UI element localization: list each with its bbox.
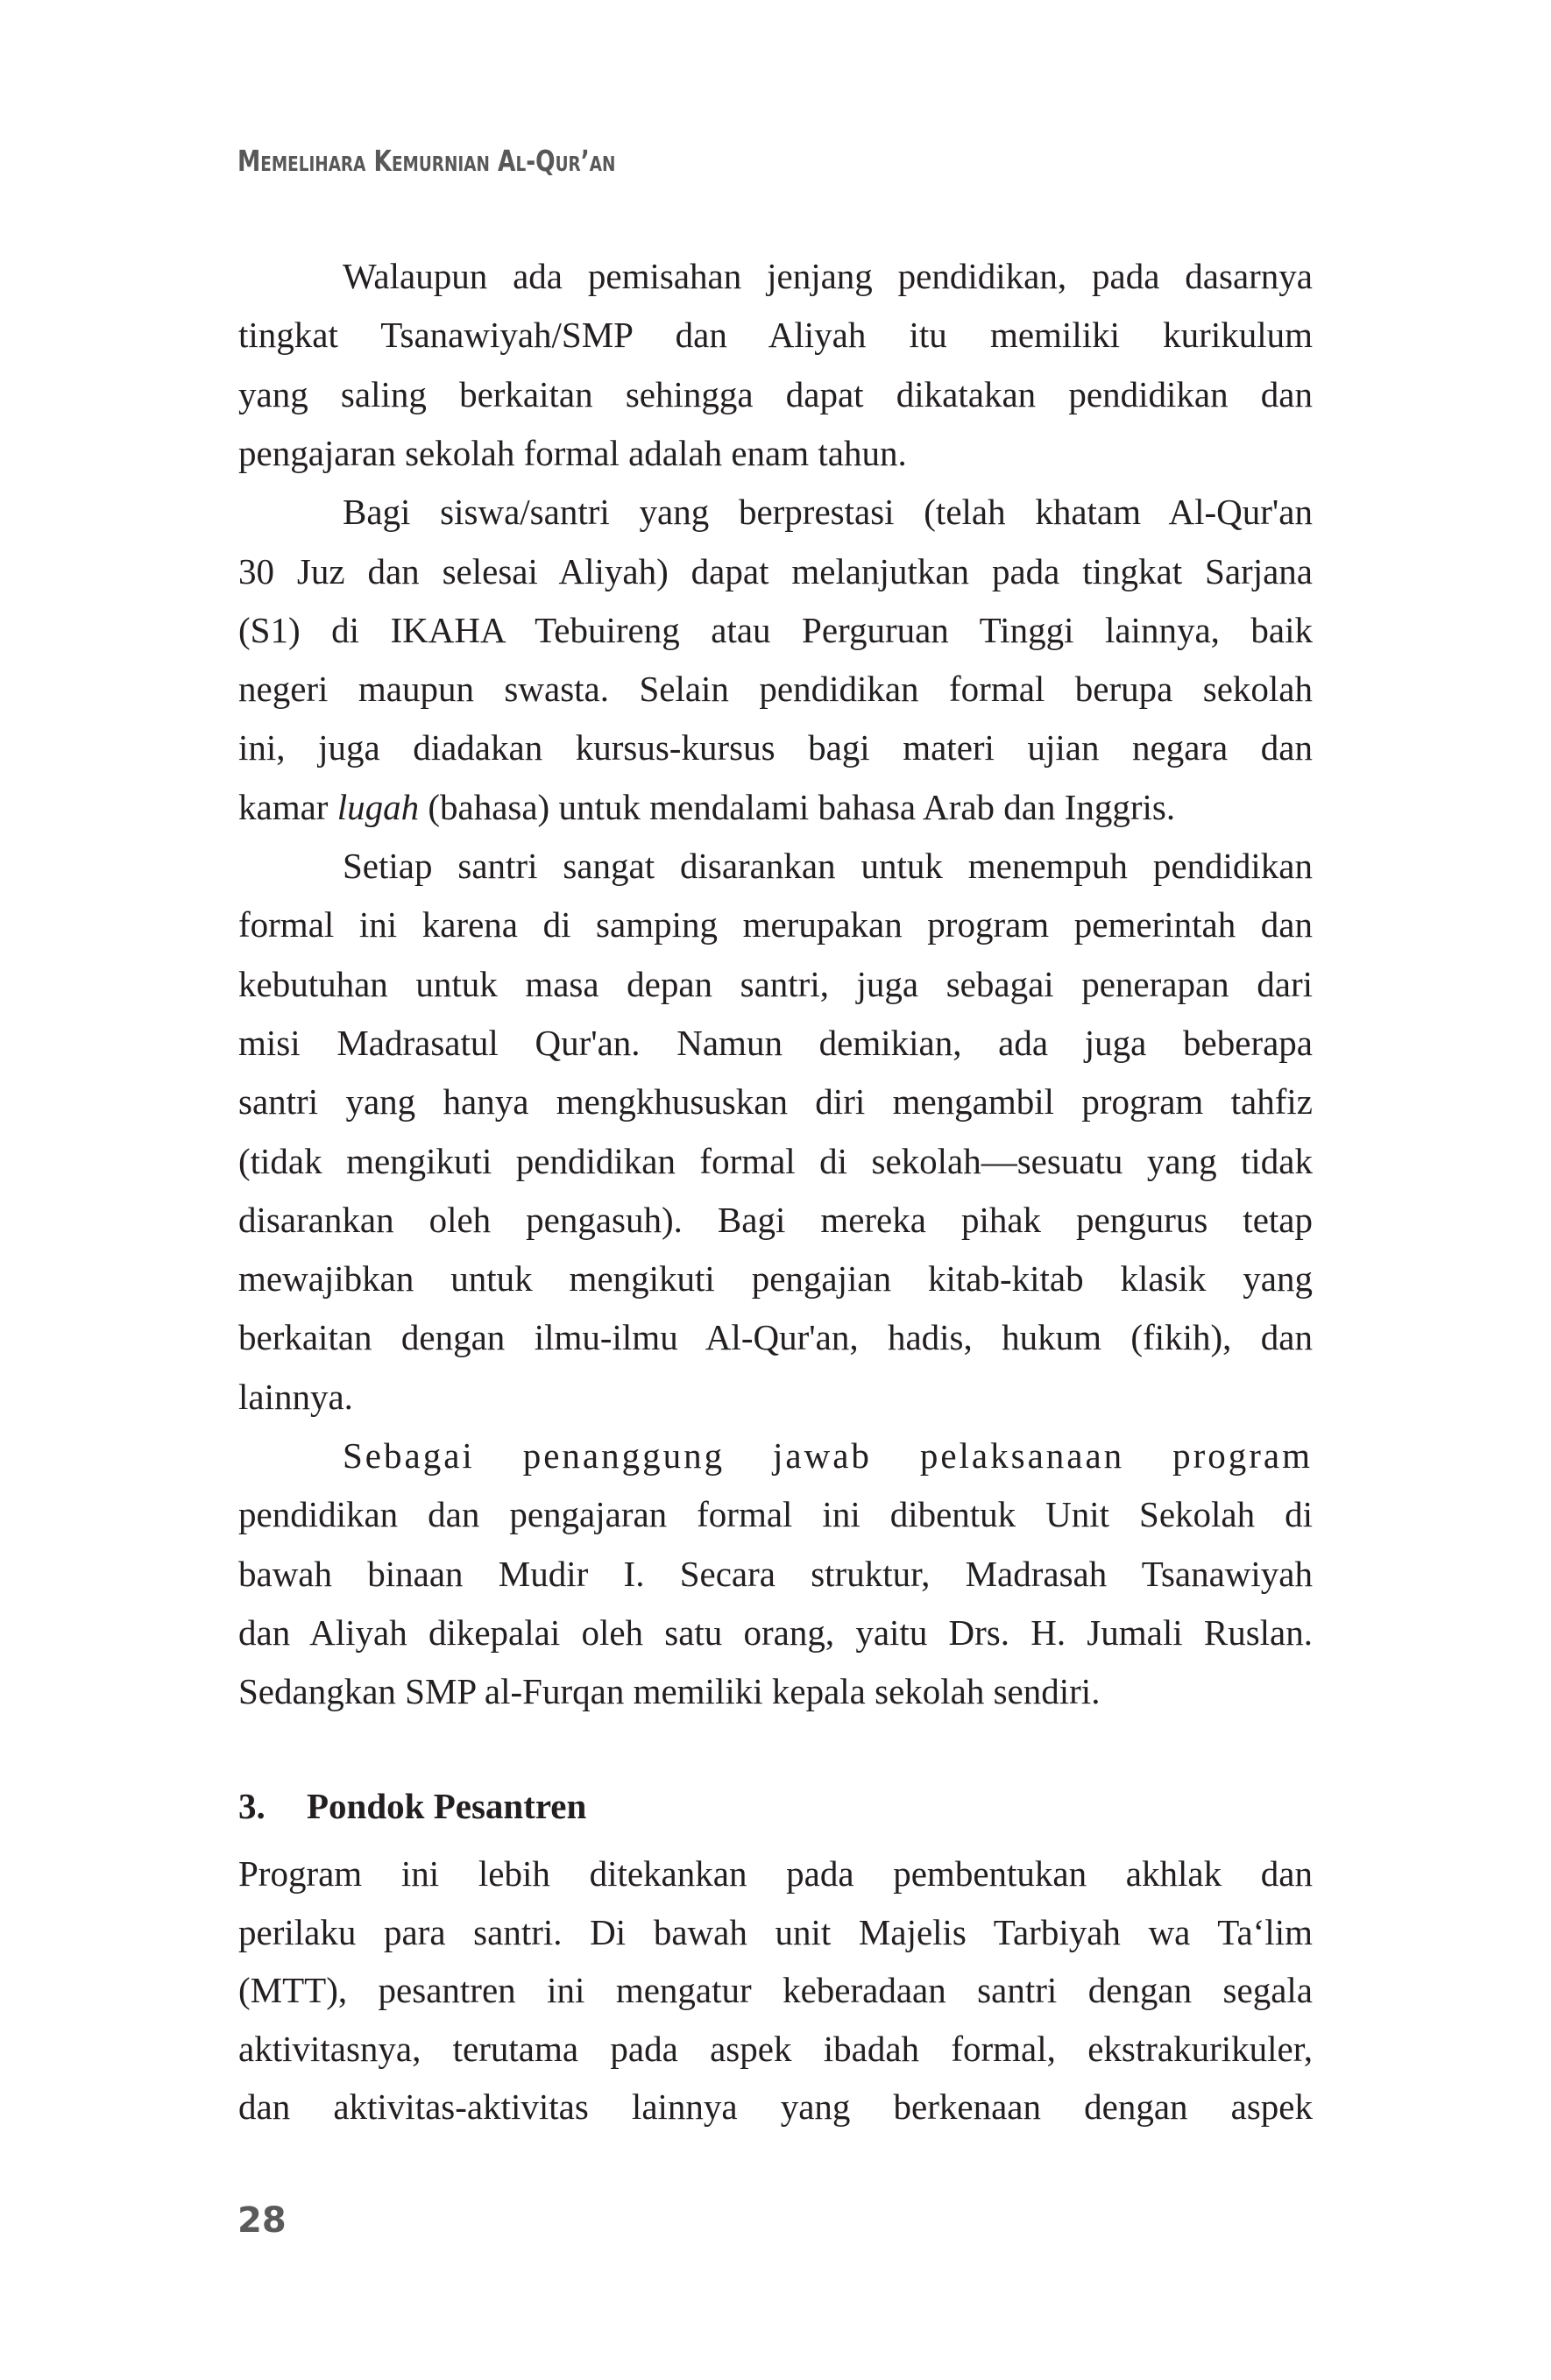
text-line: pengajaran sekolah formal adalah enam tahun. — [238, 432, 907, 473]
text-line: 30 Juz dan selesai Aliyah) dapat melanjutkan pada tingkat Sarjana — [238, 550, 1313, 591]
text-line: formal ini karena di samping merupakan program pemerintah dan — [238, 904, 1313, 946]
text-line: mewajibkan untuk mengikuti pengajian kitab-kitab klasik yang — [238, 1258, 1313, 1300]
text-line: pendidikan dan pengajaran formal ini dibentuk Unit Sekolah di — [238, 1494, 1313, 1535]
running-head: Memelihara Kemurnian Al-Qur’an — [237, 144, 616, 178]
text-line: misi Madrasatul Qur'an. Namun demikian, ada juga beberapa — [238, 1022, 1313, 1063]
text-line: (tidak mengikuti pendidikan formal di sekolah—sesuatu yang tidak — [238, 1140, 1313, 1181]
section-title: Pondok Pesantren — [307, 1786, 587, 1826]
text-line: perilaku para santri. Di bawah unit Majelis Tarbiyah wa Ta‘lim — [238, 1911, 1313, 1952]
italic-term: lugah — [336, 786, 420, 827]
text-line: Program ini lebih ditekankan pada pembentukan akhlak dan — [238, 1853, 1313, 1894]
text-line: tingkat Tsanawiyah/SMP dan Aliyah itu memiliki kurikulum — [238, 315, 1313, 356]
text-line: dan aktivitas-aktivitas lainnya yang berkenaan dengan aspek — [238, 2086, 1313, 2127]
text-line: santri yang hanya mengkhususkan diri mengambil program tahfiz — [238, 1081, 1313, 1123]
page-number: 28 — [237, 2200, 287, 2241]
text-line: kebutuhan untuk masa depan santri, juga sebagai penerapan dari — [238, 963, 1313, 1004]
text-line: dan Aliyah dikepalai oleh satu orang, yaitu Drs. H. Jumali Ruslan. — [238, 1611, 1313, 1653]
text-line: berkaitan dengan ilmu-ilmu Al-Qur'an, hadis, hukum (fikih), dan — [238, 1317, 1313, 1358]
text-line: Setiap santri sangat disarankan untuk menempuh pendidikan — [343, 846, 1313, 886]
text-line: (S1) di IKAHA Tebuireng atau Perguruan Tinggi lainnya, baik — [238, 609, 1313, 650]
text-line: bawah binaan Mudir I. Secara struktur, Madrasah Tsanawiyah — [238, 1553, 1313, 1594]
text-line: lainnya. — [238, 1376, 353, 1417]
text-line: ini, juga diadakan kursus-kursus bagi materi ujian negara dan — [238, 727, 1313, 769]
text-span: kamar — [238, 786, 337, 827]
text-line: yang saling berkaitan sehingga dapat dikatakan pendidikan dan — [238, 373, 1313, 414]
section-heading — [238, 1784, 1313, 1828]
text-line: Walaupun ada pemisahan jenjang pendidikan, pada dasarnya — [343, 256, 1313, 296]
text-line: aktivitasnya, terutama pada aspek ibadah formal, ekstrakurikuler, — [238, 2028, 1313, 2069]
text-line: disarankan oleh pengasuh). Bagi mereka pihak pengurus tetap — [238, 1199, 1313, 1240]
text-line: negeri maupun swasta. Selain pendidikan formal berupa sekolah — [238, 669, 1313, 710]
text-line: Sedangkan SMP al-Furqan memiliki kepala sekolah sendiri. — [238, 1671, 1101, 1712]
section-number: 3. — [238, 1786, 266, 1826]
text-line: Sebagai penanggung jawab pelaksanaan program — [343, 1435, 1313, 1476]
text-line: Bagi siswa/santri yang berprestasi (telah khatam Al-Qur'an — [343, 492, 1313, 533]
text-line — [238, 785, 1313, 829]
text-span: (bahasa) untuk mendalami bahasa Arab dan Inggris. — [419, 786, 1176, 827]
text-line: (MTT), pesantren ini mengatur keberadaan santri dengan segala — [238, 1970, 1313, 2010]
